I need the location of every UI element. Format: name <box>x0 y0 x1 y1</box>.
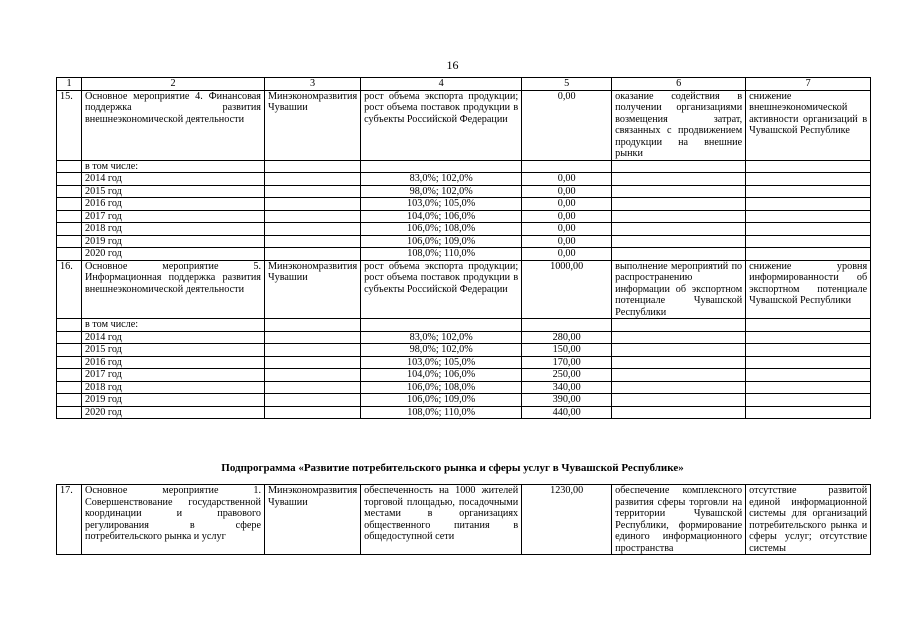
risk <box>746 223 871 236</box>
amount <box>522 160 612 173</box>
amount: 390,00 <box>522 394 612 407</box>
amount: 0,00 <box>522 173 612 186</box>
indicator <box>361 160 522 173</box>
risk <box>746 319 871 332</box>
amount: 440,00 <box>522 406 612 419</box>
amount: 0,00 <box>522 185 612 198</box>
amount: 0,00 <box>522 223 612 236</box>
row-number <box>57 160 82 173</box>
measure-name: 2016 год <box>82 356 265 369</box>
amount: 340,00 <box>522 381 612 394</box>
indicator: 108,0%; 110,0% <box>361 406 522 419</box>
indicator: 83,0%; 102,0% <box>361 331 522 344</box>
expected-result: оказание содействия в получении организациями возмещения затрат, связанных с продвижением продукции на внешние рынки <box>612 90 746 160</box>
measure-name: 2020 год <box>82 248 265 261</box>
table-row <box>57 344 871 357</box>
expected-result <box>612 331 746 344</box>
row-number <box>57 235 82 248</box>
risk <box>746 160 871 173</box>
amount: 0,00 <box>522 248 612 261</box>
risk: снижение внешнеэкономической активности организаций в Чувашской Республике <box>746 90 871 160</box>
row-number: 16. <box>57 260 82 319</box>
indicator: 104,0%; 106,0% <box>361 210 522 223</box>
executor <box>265 235 361 248</box>
expected-result <box>612 210 746 223</box>
risk <box>746 185 871 198</box>
measure-name: в том числе: <box>82 160 265 173</box>
row-number <box>57 173 82 186</box>
row-number <box>57 331 82 344</box>
expected-result <box>612 381 746 394</box>
amount: 0,00 <box>522 90 612 160</box>
table-row <box>57 173 871 186</box>
executor <box>265 406 361 419</box>
executor <box>265 198 361 211</box>
amount: 150,00 <box>522 344 612 357</box>
table-row <box>57 331 871 344</box>
risk <box>746 381 871 394</box>
expected-result <box>612 173 746 186</box>
executor: Минэкономразвития Чувашии <box>265 485 361 555</box>
amount <box>522 319 612 332</box>
executor <box>265 223 361 236</box>
row-number <box>57 198 82 211</box>
row-number <box>57 185 82 198</box>
table-row <box>57 369 871 382</box>
measure-name: 2014 год <box>82 331 265 344</box>
indicator: обеспеченность на 1000 жителей торговой площадью, посадочными местами в организациях общественного питания в общедоступной сети <box>361 485 522 555</box>
indicator: 83,0%; 102,0% <box>361 173 522 186</box>
measure-name: 2017 год <box>82 210 265 223</box>
expected-result <box>612 369 746 382</box>
table-row <box>57 160 871 173</box>
measure-name: 2018 год <box>82 381 265 394</box>
risk <box>746 331 871 344</box>
executor <box>265 381 361 394</box>
indicator: 98,0%; 102,0% <box>361 344 522 357</box>
measure-name: 2016 год <box>82 198 265 211</box>
risk <box>746 235 871 248</box>
amount: 1000,00 <box>522 260 612 319</box>
row-number: 15. <box>57 90 82 160</box>
row-number <box>57 381 82 394</box>
row-number <box>57 319 82 332</box>
executor <box>265 331 361 344</box>
header-cell: 4 <box>361 78 522 91</box>
measure-name: в том числе: <box>82 319 265 332</box>
risk <box>746 406 871 419</box>
indicator: 104,0%; 106,0% <box>361 369 522 382</box>
measure-name: 2020 год <box>82 406 265 419</box>
row-number <box>57 248 82 261</box>
amount: 1230,00 <box>522 485 612 555</box>
amount: 170,00 <box>522 356 612 369</box>
expected-result <box>612 248 746 261</box>
table-row <box>57 198 871 211</box>
executor <box>265 185 361 198</box>
executor <box>265 369 361 382</box>
table-row <box>57 223 871 236</box>
table-row <box>57 356 871 369</box>
expected-result <box>612 198 746 211</box>
expected-result <box>612 344 746 357</box>
expected-result: выполнение мероприятий по распространению информации об экспортном потенциале Чувашской Республики <box>612 260 746 319</box>
amount: 0,00 <box>522 210 612 223</box>
expected-result <box>612 235 746 248</box>
indicator: 106,0%; 109,0% <box>361 235 522 248</box>
measure-name: 2018 год <box>82 223 265 236</box>
expected-result <box>612 319 746 332</box>
row-number <box>57 369 82 382</box>
table-row <box>57 381 871 394</box>
indicator: 106,0%; 108,0% <box>361 381 522 394</box>
indicator <box>361 319 522 332</box>
risk <box>746 248 871 261</box>
header-cell: 6 <box>612 78 746 91</box>
indicator: 103,0%; 105,0% <box>361 356 522 369</box>
table-row <box>57 319 871 332</box>
risk <box>746 173 871 186</box>
expected-result <box>612 223 746 236</box>
main-table <box>56 77 871 419</box>
row-number <box>57 344 82 357</box>
expected-result: обеспечение комплексного развития сферы торговли на территории Чувашской Республики, формирование единого информационного пространства <box>612 485 746 555</box>
risk <box>746 344 871 357</box>
indicator: 106,0%; 109,0% <box>361 394 522 407</box>
indicator: 98,0%; 102,0% <box>361 185 522 198</box>
page-number: 16 <box>446 58 459 72</box>
indicator: 103,0%; 105,0% <box>361 198 522 211</box>
subprogram-title: Подпрограмма «Развитие потребительского рынка и сферы услуг в Чувашской Республике» <box>221 462 684 474</box>
executor <box>265 173 361 186</box>
executor <box>265 160 361 173</box>
table-row <box>57 485 871 555</box>
indicator: рост объема экспорта продукции; рост объема поставок продукции в субъекты Российской Федерации <box>361 90 522 160</box>
header-cell: 1 <box>57 78 82 91</box>
measure-name: 2017 год <box>82 369 265 382</box>
measure-name: 2014 год <box>82 173 265 186</box>
table-row <box>57 235 871 248</box>
risk: снижение уровня информированности об экспортном потенциале Чувашской Республики <box>746 260 871 319</box>
table-row <box>57 248 871 261</box>
executor <box>265 394 361 407</box>
executor <box>265 356 361 369</box>
header-row <box>57 78 871 91</box>
executor: Минэкономразвития Чувашии <box>265 90 361 160</box>
row-number <box>57 406 82 419</box>
table-row <box>57 185 871 198</box>
row-number: 17. <box>57 485 82 555</box>
amount: 280,00 <box>522 331 612 344</box>
risk <box>746 394 871 407</box>
indicator: 108,0%; 110,0% <box>361 248 522 261</box>
risk <box>746 356 871 369</box>
header-cell: 2 <box>82 78 265 91</box>
expected-result <box>612 160 746 173</box>
executor: Минэкономразвития Чувашии <box>265 260 361 319</box>
executor <box>265 248 361 261</box>
executor <box>265 344 361 357</box>
row-number <box>57 394 82 407</box>
table-row <box>57 394 871 407</box>
row-number <box>57 356 82 369</box>
measure-name: 2019 год <box>82 394 265 407</box>
table-row <box>57 406 871 419</box>
measure-name: Основное мероприятие 4. Финансовая поддержка развития внешнеэкономической деятельности <box>82 90 265 160</box>
measure-name: 2019 год <box>82 235 265 248</box>
indicator: рост объема экспорта продукции; рост объема поставок продукции в субъекты Российской Федерации <box>361 260 522 319</box>
expected-result <box>612 406 746 419</box>
expected-result <box>612 356 746 369</box>
measure-name: 2015 год <box>82 344 265 357</box>
risk <box>746 369 871 382</box>
table-row <box>57 260 871 319</box>
measure-name: Основное мероприятие 1. Совершенствование государственной координации и правового регулирования в сфере потребительского рынка и услуг <box>82 485 265 555</box>
row-number <box>57 223 82 236</box>
executor <box>265 319 361 332</box>
executor <box>265 210 361 223</box>
table-row <box>57 210 871 223</box>
table-row <box>57 90 871 160</box>
risk <box>746 198 871 211</box>
row-number <box>57 210 82 223</box>
amount: 0,00 <box>522 235 612 248</box>
expected-result <box>612 185 746 198</box>
expected-result <box>612 394 746 407</box>
header-cell: 5 <box>522 78 612 91</box>
risk: отсутствие развитой единой информационной системы для организаций потребительского рынка и сферы услуг; отсутствие системы <box>746 485 871 555</box>
risk <box>746 210 871 223</box>
amount: 250,00 <box>522 369 612 382</box>
indicator: 106,0%; 108,0% <box>361 223 522 236</box>
measure-name: Основное мероприятие 5. Информационная поддержка развития внешнеэкономической деятельности <box>82 260 265 319</box>
amount: 0,00 <box>522 198 612 211</box>
header-cell: 3 <box>265 78 361 91</box>
measure-name: 2015 год <box>82 185 265 198</box>
subprogram-table <box>56 484 871 555</box>
header-cell: 7 <box>746 78 871 91</box>
